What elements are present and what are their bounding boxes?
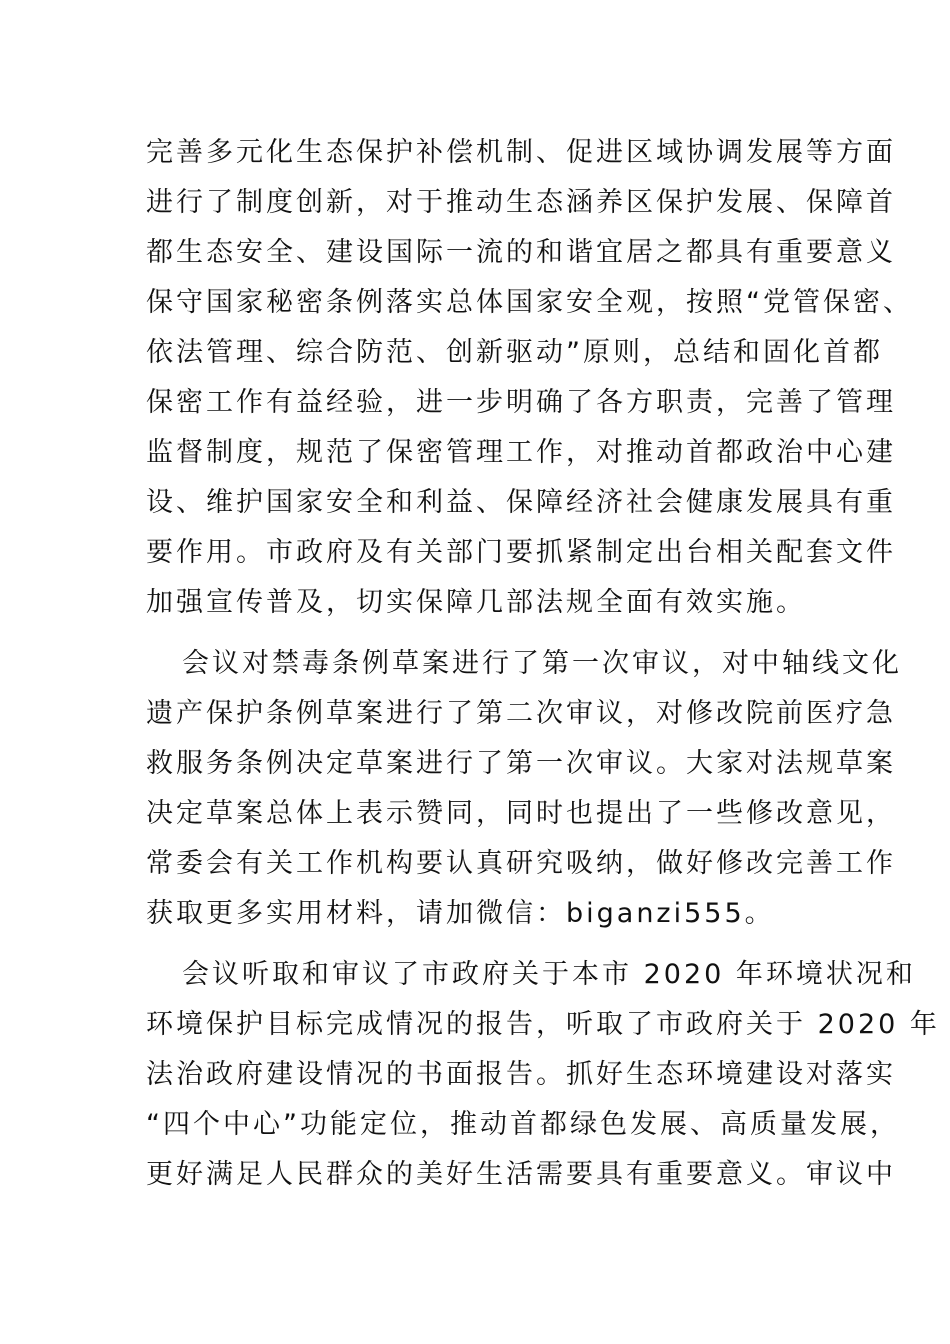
paragraph-2-line-6: 获取更多实用材料，请加微信：biganzi555。 — [146, 898, 775, 929]
paragraph-2-line-4: 决定草案总体上表示赞同，同时也提出了一些修改意见， — [146, 798, 896, 829]
paragraph-1-line-8: 设、维护国家安全和利益、保障经济社会健康发展具有重 — [146, 487, 896, 518]
paragraph-1-line-7: 监督制度，规范了保密管理工作，对推动首都政治中心建 — [146, 437, 896, 468]
paragraph-2-line-5: 常委会有关工作机构要认真研究吸纳，做好修改完善工作 — [146, 848, 896, 879]
paragraph-2-line-2: 遗产保护条例草案进行了第二次审议，对修改院前医疗急 — [146, 698, 896, 729]
paragraph-1-line-6: 保密工作有益经验，进一步明确了各方职责，完善了管理 — [146, 387, 896, 418]
paragraph-2-line-1: 会议对禁毒条例草案进行了第一次审议，对中轴线文化 — [182, 648, 902, 679]
paragraph-3-line-5: 更好满足人民群众的美好生活需要具有重要意义。审议中 — [146, 1159, 896, 1190]
paragraph-1-line-3: 都生态安全、建设国际一流的和谐宜居之都具有重要意义 — [146, 237, 896, 268]
paragraph-1-line-10: 加强宣传普及，切实保障几部法规全面有效实施。 — [146, 587, 806, 618]
paragraph-3-line-1: 会议听取和审议了市政府关于本市 2020 年环境状况和 — [182, 959, 916, 990]
paragraph-3-line-4: “四个中心”功能定位，推动首都绿色发展、高质量发展， — [146, 1109, 900, 1140]
paragraph-1-line-1: 完善多元化生态保护补偿机制、促进区域协调发展等方面 — [146, 137, 896, 168]
paragraph-1-line-5: 依法管理、综合防范、创新驱动”原则，总结和固化首都 — [146, 337, 883, 368]
paragraph-1-line-9: 要作用。市政府及有关部门要抓紧制定出台相关配套文件 — [146, 537, 896, 568]
paragraph-2-line-3: 救服务条例决定草案进行了第一次审议。大家对法规草案 — [146, 748, 896, 779]
paragraph-1-line-4: 保守国家秘密条例落实总体国家安全观，按照“党管保密、 — [146, 287, 913, 318]
paragraph-1-line-2: 进行了制度创新，对于推动生态涵养区保护发展、保障首 — [146, 187, 896, 218]
paragraph-3-line-2: 环境保护目标完成情况的报告，听取了市政府关于 2020 年 — [146, 1009, 940, 1040]
paragraph-3-line-3: 法治政府建设情况的书面报告。抓好生态环境建设对落实 — [146, 1059, 896, 1090]
